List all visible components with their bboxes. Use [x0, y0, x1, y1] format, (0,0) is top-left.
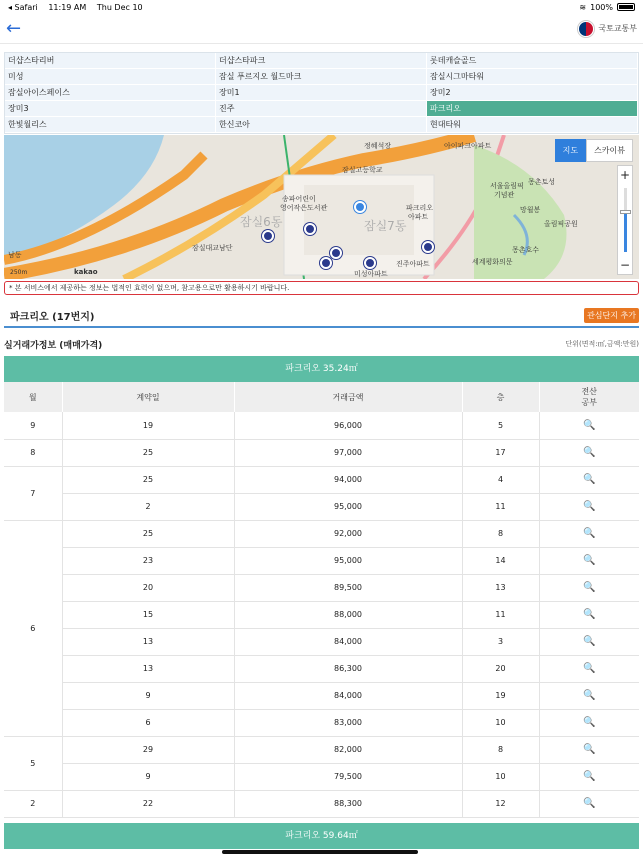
floor-cell: 19	[462, 682, 539, 709]
price-cell: 79,500	[234, 763, 462, 790]
map-label: 몽촌토성	[528, 178, 556, 186]
magnifier-icon[interactable]: 🔍	[583, 474, 596, 485]
complex-item[interactable]: 진주	[216, 101, 427, 117]
magnifier-icon[interactable]: 🔍	[583, 447, 596, 458]
map-label: 망월봉	[520, 206, 541, 214]
floor-cell: 3	[462, 628, 539, 655]
day-cell: 6	[62, 709, 234, 736]
day-cell: 20	[62, 574, 234, 601]
map-label: 남동	[8, 251, 22, 259]
map-label: 몽촌호수	[512, 246, 540, 254]
column-header: 거래금액	[234, 382, 462, 412]
complex-item[interactable]: 잠실아이스페이스	[5, 85, 216, 101]
map-type-toggle	[555, 139, 633, 162]
price-cell: 86,300	[234, 655, 462, 682]
zoom-in-button[interactable]: +	[619, 168, 631, 182]
month-cell: 8	[4, 439, 62, 466]
magnifier-icon[interactable]: 🔍	[583, 690, 596, 701]
day-cell: 9	[62, 682, 234, 709]
battery-icon	[617, 3, 635, 11]
record-lookup-cell	[539, 682, 639, 709]
price-cell: 88,000	[234, 601, 462, 628]
month-cell: 2	[4, 790, 62, 817]
day-cell: 15	[62, 601, 234, 628]
month-cell: 7	[4, 466, 62, 520]
carrier-label: ◂ Safari	[8, 2, 38, 12]
complex-item[interactable]: 더샵스타파크	[216, 53, 427, 69]
price-cell: 89,500	[234, 574, 462, 601]
record-lookup-cell	[539, 412, 639, 439]
apartment-pin-icon[interactable]	[364, 257, 376, 269]
record-lookup-cell	[539, 439, 639, 466]
record-lookup-cell	[539, 763, 639, 790]
complex-item[interactable]: 미성	[5, 69, 216, 85]
magnifier-icon[interactable]: 🔍	[583, 501, 596, 512]
map-label: 아파트	[408, 213, 429, 221]
record-lookup-cell	[539, 628, 639, 655]
record-lookup-cell	[539, 466, 639, 493]
month-cell: 6	[4, 520, 62, 736]
floor-cell: 10	[462, 709, 539, 736]
record-lookup-cell	[539, 574, 639, 601]
map-label: 진주아파트	[396, 260, 430, 268]
floor-cell: 12	[462, 790, 539, 817]
add-favorite-button[interactable]: 관심단지 추가	[584, 308, 639, 323]
map-label: 잠실6동	[240, 215, 283, 229]
skyview-button[interactable]: 스카이뷰	[586, 139, 633, 162]
apartment-pin-icon[interactable]	[262, 230, 274, 242]
complex-grid	[4, 52, 639, 134]
table-row	[4, 466, 639, 493]
floor-cell: 17	[462, 439, 539, 466]
magnifier-icon[interactable]: 🔍	[583, 798, 596, 809]
time-label: 11:19 AM	[48, 2, 87, 12]
complex-item[interactable]: 한신코아	[216, 117, 427, 133]
magnifier-icon[interactable]: 🔍	[583, 609, 596, 620]
map-provider-logo: kakao	[74, 268, 98, 276]
table-row	[4, 547, 639, 574]
magnifier-icon[interactable]: 🔍	[583, 744, 596, 755]
column-header: 계약일	[62, 382, 234, 412]
table-row	[4, 520, 639, 547]
record-lookup-cell	[539, 736, 639, 763]
record-lookup-cell	[539, 493, 639, 520]
map-view[interactable]	[4, 135, 639, 279]
complex-item[interactable]: 롯데캐슬골드	[427, 53, 638, 69]
complex-item[interactable]: 더샵스타리버	[5, 53, 216, 69]
location-marker-icon[interactable]	[354, 201, 366, 213]
floor-cell: 8	[462, 520, 539, 547]
home-indicator[interactable]	[222, 850, 418, 854]
date-label: Thu Dec 10	[96, 2, 143, 12]
apartment-header	[10, 307, 639, 323]
price-cell: 83,000	[234, 709, 462, 736]
record-lookup-cell	[539, 790, 639, 817]
map-label: 서울올림픽	[490, 182, 524, 190]
column-header: 월	[4, 382, 62, 412]
magnifier-icon[interactable]: 🔍	[583, 555, 596, 566]
complex-item[interactable]: 잠실시그마타워	[427, 69, 638, 85]
day-cell: 25	[62, 520, 234, 547]
floor-cell: 20	[462, 655, 539, 682]
floor-cell: 5	[462, 412, 539, 439]
complex-item[interactable]: 한빛월리스	[5, 117, 216, 133]
day-cell: 9	[62, 763, 234, 790]
table-row	[4, 439, 639, 466]
magnifier-icon[interactable]: 🔍	[583, 636, 596, 647]
magnifier-icon[interactable]: 🔍	[583, 419, 596, 431]
day-cell: 13	[62, 655, 234, 682]
complex-item[interactable]: 장미3	[5, 101, 216, 117]
floor-cell: 13	[462, 574, 539, 601]
price-cell: 88,300	[234, 790, 462, 817]
day-cell: 19	[62, 412, 234, 439]
price-cell: 96,000	[234, 412, 462, 439]
map-label: 올림픽공원	[544, 220, 578, 228]
zoom-out-button[interactable]: −	[619, 258, 631, 272]
divider	[4, 326, 639, 328]
price-cell: 95,000	[234, 493, 462, 520]
unit-label: 단위(면적:㎡,금액:만원)	[565, 340, 639, 348]
table-row	[4, 736, 639, 763]
wifi-icon: ≋	[579, 2, 587, 12]
map-view-button[interactable]: 지도	[555, 139, 586, 162]
price-cell: 92,000	[234, 520, 462, 547]
zoom-slider[interactable]	[624, 188, 627, 252]
table-row	[4, 790, 639, 817]
price-cell: 84,000	[234, 682, 462, 709]
table-row	[4, 601, 639, 628]
map-label: 잠실7동	[364, 219, 407, 233]
record-lookup-cell	[539, 655, 639, 682]
emblem-icon	[578, 21, 594, 37]
apartment-pin-icon[interactable]	[320, 257, 332, 269]
record-lookup-cell	[539, 520, 639, 547]
apartment-pin-icon[interactable]	[422, 241, 434, 253]
battery-label: 100%	[590, 2, 613, 12]
magnifier-icon[interactable]: 🔍	[583, 582, 596, 593]
price-cell: 84,000	[234, 628, 462, 655]
top-bar	[0, 14, 643, 44]
record-lookup-cell	[539, 601, 639, 628]
column-header: 전산 공부	[539, 382, 639, 412]
map-label: 영어작은도서관	[280, 204, 328, 212]
magnifier-icon[interactable]: 🔍	[583, 663, 596, 674]
floor-cell: 11	[462, 601, 539, 628]
day-cell: 22	[62, 790, 234, 817]
complex-item[interactable]: 잠실 푸르지오 월드마크	[216, 69, 427, 85]
table-row	[4, 574, 639, 601]
magnifier-icon[interactable]: 🔍	[583, 771, 596, 782]
column-header: 층	[462, 382, 539, 412]
section-title: 실거래가정보 (매매가격)	[4, 340, 103, 351]
map-scale: 250m	[10, 269, 28, 276]
ministry-logo	[578, 21, 637, 37]
record-lookup-cell	[539, 547, 639, 574]
map-label: 아이파크아파트	[444, 142, 492, 150]
day-cell: 2	[62, 493, 234, 520]
section-header	[4, 338, 639, 350]
area-header: 파크리오 35.24㎡	[4, 356, 639, 382]
table-row	[4, 412, 639, 439]
price-cell: 95,000	[234, 547, 462, 574]
map-label: 기념관	[494, 191, 515, 199]
complex-item[interactable]: 장미1	[216, 85, 427, 101]
arrow-left-icon[interactable]: ←	[6, 17, 22, 39]
table-row	[4, 628, 639, 655]
day-cell: 13	[62, 628, 234, 655]
price-cell: 97,000	[234, 439, 462, 466]
area-header: 파크리오 59.64㎡	[4, 823, 639, 849]
disclaimer-notice: * 본 서비스에서 제공하는 정보는 법적인 효력이 없으며, 참고용으로만 활용하시기 바랍니다.	[4, 281, 639, 295]
magnifier-icon[interactable]: 🔍	[583, 717, 596, 728]
table-row	[4, 655, 639, 682]
day-cell: 25	[62, 466, 234, 493]
complex-item[interactable]: 파크리오	[427, 101, 638, 117]
record-lookup-cell	[539, 709, 639, 736]
map-label: 파크리오	[406, 204, 434, 212]
zoom-slider-knob[interactable]	[620, 210, 631, 214]
zoom-control	[617, 165, 633, 275]
table-row	[4, 763, 639, 790]
map-label: 잠실고등학교	[342, 166, 383, 174]
apartment-pin-icon[interactable]	[330, 247, 342, 259]
table-row	[4, 493, 639, 520]
price-cell: 82,000	[234, 736, 462, 763]
day-cell: 29	[62, 736, 234, 763]
month-cell: 5	[4, 736, 62, 790]
magnifier-icon[interactable]: 🔍	[583, 528, 596, 539]
day-cell: 25	[62, 439, 234, 466]
table-row	[4, 682, 639, 709]
price-cell: 94,000	[234, 466, 462, 493]
floor-cell: 8	[462, 736, 539, 763]
table-row	[4, 709, 639, 736]
floor-cell: 14	[462, 547, 539, 574]
complex-item[interactable]: 현대타워	[427, 117, 638, 133]
floor-cell: 10	[462, 763, 539, 790]
apartment-title: 파크리오 (17번지)	[10, 311, 95, 323]
ministry-label: 국토교통부	[598, 24, 637, 33]
month-cell: 9	[4, 412, 62, 439]
floor-cell: 11	[462, 493, 539, 520]
complex-item[interactable]: 장미2	[427, 85, 638, 101]
transaction-table	[4, 382, 639, 818]
map-label: 송파어린이	[282, 195, 316, 203]
status-bar	[0, 0, 643, 14]
map-label: 잠실대교남단	[192, 244, 233, 252]
map-label: 세계평화의문	[472, 258, 513, 266]
map-label: 정혜석장	[364, 142, 392, 150]
map-label: 미성아파트	[354, 270, 388, 278]
apartment-pin-icon[interactable]	[304, 223, 316, 235]
day-cell: 23	[62, 547, 234, 574]
floor-cell: 4	[462, 466, 539, 493]
